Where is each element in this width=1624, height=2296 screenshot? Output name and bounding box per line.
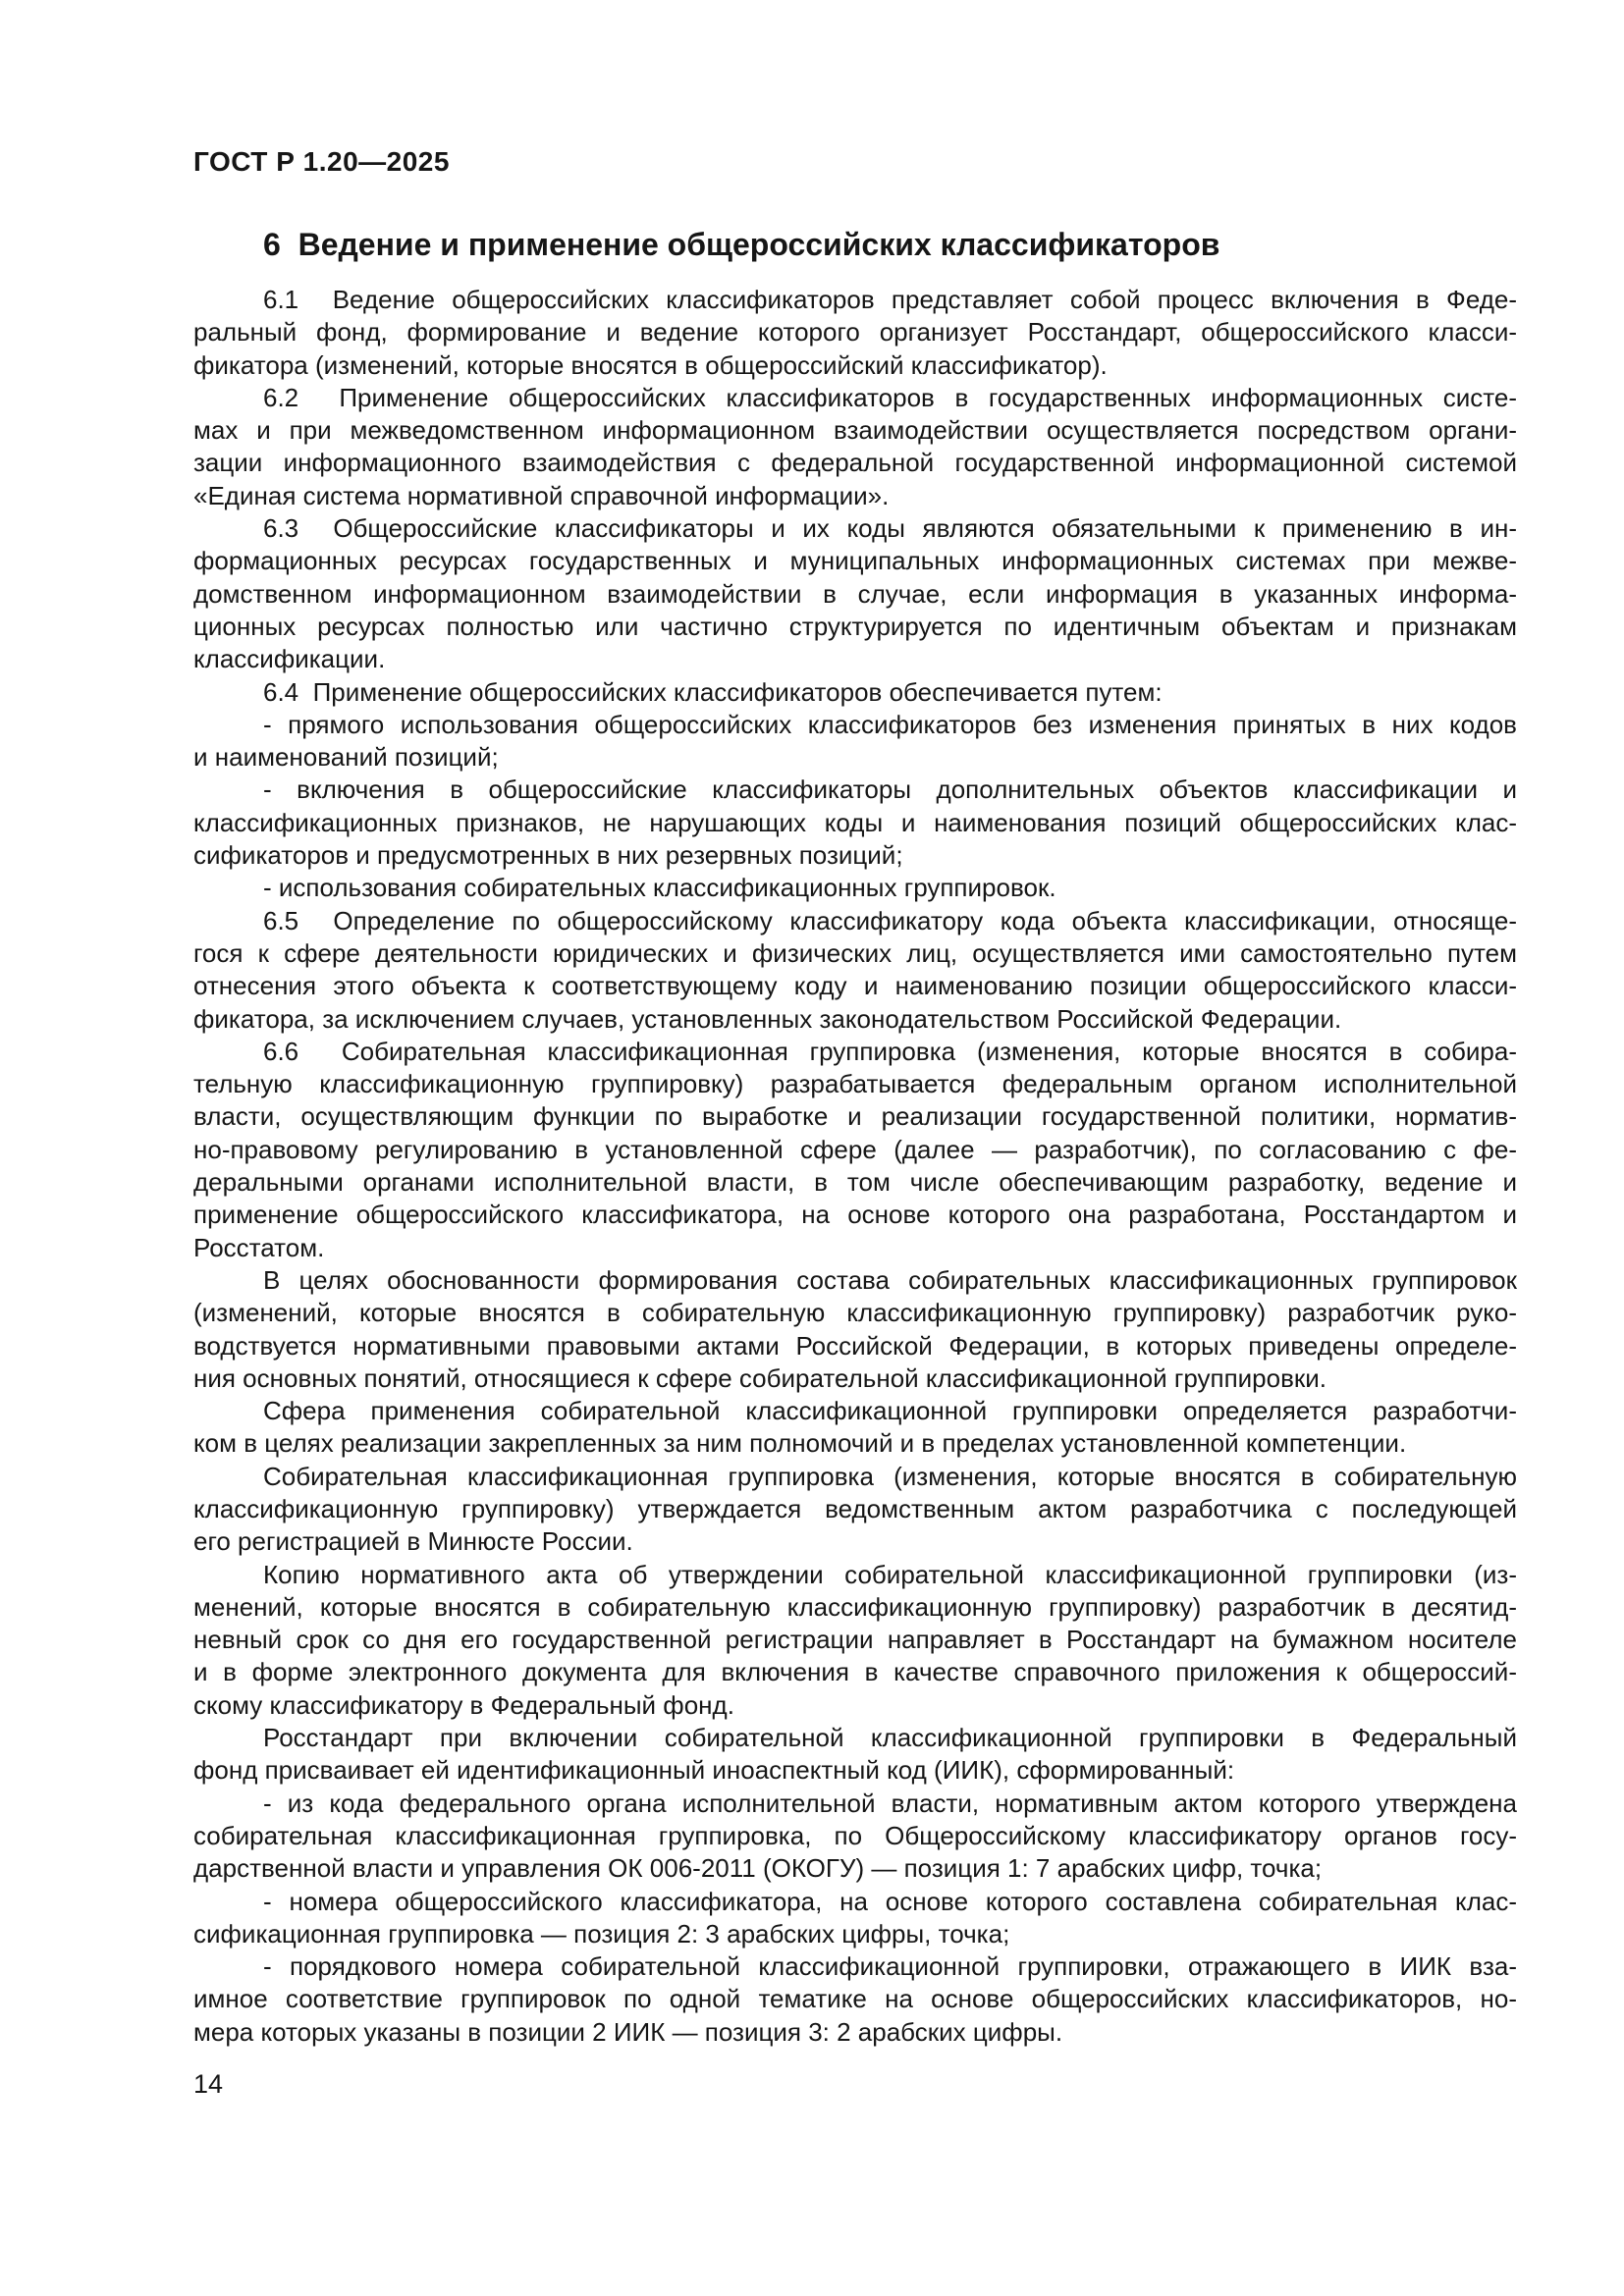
text-line: сификаторов и предусмотренных в них резервных позиций; [193, 840, 903, 871]
text-line: формационных ресурсах государственных и муниципальных информационных системах при межве- [193, 546, 1517, 576]
paragraph [193, 1395, 1517, 1461]
page-number: 14 [193, 2069, 224, 2099]
text-line: В целях обоснованности формирования состава собирательных классификационных группировок [263, 1264, 1517, 1295]
paragraph [193, 1036, 1517, 1264]
text-line: невный срок со дня его государственной регистрации направляет в Росстандарт на бумажном носителе [193, 1625, 1517, 1655]
text-line: ком в целях реализации закрепленных за ним полномочий и в пределах установленной компетенции. [193, 1428, 1407, 1459]
text-line: 6.5 Определение по общероссийскому классификатору кода объекта классификации, относяще- [263, 905, 1517, 935]
text-line: и наименований позиций; [193, 742, 499, 773]
text-line: Собирательная классификационная группировка (изменения, которые вносятся в собирательную [263, 1461, 1517, 1491]
text-line: - включения в общероссийские классификаторы дополнительных объектов классификации и [263, 774, 1517, 805]
text-line: ральный фонд, формирование и ведение которого организует Росстандарт, общероссийского класси- [193, 317, 1517, 347]
text-line: скому классификатору в Федеральный фонд. [193, 1689, 734, 1720]
text-line: Росстандарт при включении собирательной классификационной группировки в Федеральный [263, 1723, 1517, 1753]
paragraph [193, 1886, 1517, 1951]
text-line: классификации. [193, 644, 386, 674]
text-line: фикатора, за исключением случаев, установленных законодательством Российской Федерации. [193, 1003, 1342, 1034]
text-line: «Единая система нормативной справочной информации». [193, 480, 890, 510]
text-line: домственном информационном взаимодействии в случае, если информация в указанных информа- [193, 578, 1517, 609]
text-line: применение общероссийского классификатора, на основе которого она разработана, Росстандартом и [193, 1200, 1517, 1230]
text-line: отнесения этого объекта к соответствующему коду и наименованию позиции общероссийского класси- [193, 971, 1517, 1001]
text-line: ния основных понятий, относящиеся к сфере собирательной классификационной группировки. [193, 1362, 1327, 1393]
paragraph [193, 1722, 1517, 1788]
running-header: ГОСТ Р 1.20—2025 [193, 146, 450, 177]
text-line: (изменений, которые вносятся в собирательную классификационную группировку) разработчик руко- [193, 1298, 1517, 1328]
text-line: фонд присваивает ей идентификационный иноаспектный код (ИИК), сформированный: [193, 1755, 1235, 1786]
text-line: классификационную группировку) утверждается ведомственным актом разработчика с последующей [193, 1493, 1517, 1523]
paragraph [193, 774, 1517, 872]
paragraph [193, 382, 1517, 512]
text-line: 6.3 Общероссийские классификаторы и их коды являются обязательными к применению в ин- [263, 513, 1517, 544]
text-line: - использования собирательных классификационных группировок. [263, 873, 1056, 903]
text-line: ционных ресурсах полностью или частично структурируется по идентичным объектам и признакам [193, 611, 1517, 641]
text-line: зации информационного взаимодействия с федеральной государственной информационной системой [193, 448, 1517, 478]
text-line: деральными органами исполнительной власти, в том числе обеспечивающим разработку, ведение и [193, 1167, 1517, 1198]
text-line: 6.6 Собирательная классификационная группировка (изменения, которые вносятся в собира- [263, 1036, 1517, 1066]
text-line: 6.1 Ведение общероссийских классификаторов представляет собой процесс включения в Феде- [263, 285, 1517, 314]
paragraph [193, 284, 1517, 382]
text-line: менений, которые вносятся в собирательную классификационную группировку) разработчик в десятид- [193, 1591, 1517, 1622]
text-line: власти, осуществляющим функции по выработке и реализации государственной политики, норматив- [193, 1101, 1517, 1132]
text-line: мера которых указаны в позиции 2 ИИК — позиция 3: 2 арабских цифры. [193, 2016, 1063, 2047]
text-line: 6.4 Применение общероссийских классификаторов обеспечивается путем: [263, 676, 1163, 707]
document-body [193, 284, 1517, 2049]
paragraph [193, 709, 1517, 774]
text-line: сификационная группировка — позиция 2: 3 арабских цифры, точка; [193, 1918, 1010, 1949]
text-line: его регистрацией в Минюсте России. [193, 1526, 633, 1557]
paragraph [193, 1788, 1517, 1886]
paragraph [193, 1264, 1517, 1395]
text-line: - номера общероссийского классификатора, на основе которого составлена собирательная клас- [263, 1886, 1517, 1916]
text-line: классификационных признаков, не нарушающих коды и наименования позиций общероссийских клас- [193, 807, 1517, 837]
text-line: - прямого использования общероссийских классификаторов без изменения принятых в них кодов [263, 709, 1517, 739]
text-line: фикатора (изменений, которые вносятся в общероссийский классификатор). [193, 349, 1108, 380]
paragraph [193, 905, 1517, 1036]
text-line: но-правовому регулированию в установленной сфере (далее — разработчик), по согласованию с фе- [193, 1134, 1517, 1164]
text-line: 6.2 Применение общероссийских классификаторов в государственных информационных систе- [263, 382, 1517, 412]
text-line: Сфера применения собирательной классификационной группировки определяется разработчи- [263, 1396, 1517, 1426]
text-line: тельную классификационную группировку) разрабатывается федеральным органом исполнительной [193, 1069, 1517, 1099]
text-line: и в форме электронного документа для включения в качестве справочного приложения к общероссий- [193, 1657, 1517, 1687]
text-line: - порядкового номера собирательной классификационной группировки, отражающего в ИИК вза- [263, 1951, 1517, 1982]
text-line: водствуется нормативными правовыми актами Российской Федерации, в которых приведены определе- [193, 1330, 1517, 1361]
text-line: мах и при межведомственном информационном взаимодействии осуществляется посредством органи- [193, 415, 1517, 446]
text-line: собирательная классификационная группировка, по Общероссийскому классификатору органов госу- [193, 1820, 1517, 1850]
text-line: Копию нормативного акта об утверждении собирательной классификационной группировки (из- [263, 1559, 1517, 1589]
paragraph [193, 512, 1517, 675]
text-line: Росстатом. [193, 1232, 325, 1262]
text-line: гося к сфере деятельности юридических и физических лиц, осуществляется ими самостоятельно путем [193, 937, 1517, 968]
text-line: дарственной власти и управления ОК 006-2011 (ОКОГУ) — позиция 1: 7 арабских цифр, точка; [193, 1853, 1323, 1884]
section-title: 6 Ведение и применение общероссийских классификаторов [263, 227, 1220, 262]
paragraph [193, 872, 1517, 904]
text-line: - из кода федерального органа исполнительной власти, нормативным актом которого утверждена [263, 1788, 1517, 1818]
paragraph [193, 676, 1517, 709]
paragraph [193, 1559, 1517, 1722]
text-line: имное соответствие группировок по одной тематике на основе общероссийских классификаторов, но- [193, 1984, 1517, 2014]
paragraph [193, 1950, 1517, 2049]
paragraph [193, 1461, 1517, 1559]
